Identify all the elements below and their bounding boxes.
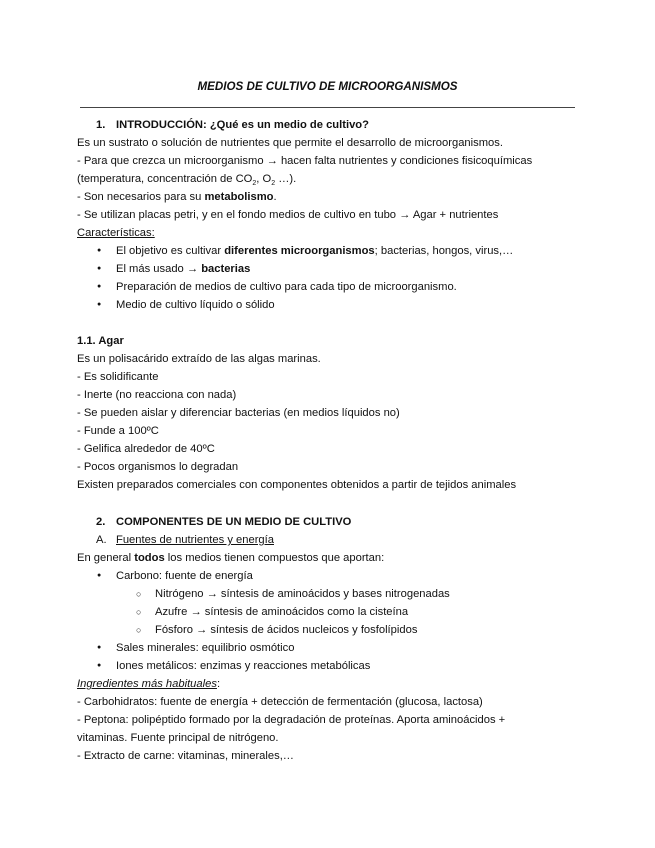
component-subitem: ○ Fósforo → síntesis de ácidos nucleicos y fosfolípidos xyxy=(155,622,417,638)
intro-definition: Es un sustrato o solución de nutrientes que permite el desarrollo de microorganismos. xyxy=(77,137,503,149)
section-1-1-heading: 1.1. Agar xyxy=(77,335,124,347)
characteristics-label: Características: xyxy=(77,227,155,239)
subsection-a-heading: A. Fuentes de nutrientes y energía xyxy=(96,534,274,546)
section-2-heading xyxy=(96,514,351,530)
characteristic-item: ● Preparación de medios de cultivo para cada tipo de microorganismo. xyxy=(116,279,457,295)
section-1-number: 1. xyxy=(96,119,106,131)
agar-line: - Pocos organismos lo degradan xyxy=(77,461,239,473)
component-item: ● Carbono: fuente de energía xyxy=(116,568,253,584)
ingredient-line: vitaminas. Fuente principal de nitrógeno. xyxy=(77,732,279,744)
component-subitem: ○ Nitrógeno → síntesis de aminoácidos y bases nitrogenadas xyxy=(155,586,450,602)
ingredient-line: - Carbohidratos: fuente de energía + detección de fermentación (glucosa, lactosa) xyxy=(77,696,483,708)
section-2-heading-text: COMPONENTES DE UN MEDIO DE CULTIVO xyxy=(116,516,352,528)
component-subitem: ○ Azufre → síntesis de aminoácidos como la cisteína xyxy=(155,604,408,620)
section-1-heading xyxy=(96,117,369,133)
section-1-heading-text: INTRODUCCIÓN: ¿Qué es un medio de cultivo? xyxy=(116,119,369,131)
agar-line: - Gelifica alrededor de 40ºC xyxy=(77,443,215,455)
component-item: ● Sales minerales: equilibrio osmótico xyxy=(116,640,294,656)
ingredient-line: - Extracto de carne: vitaminas, minerales,… xyxy=(77,750,294,762)
component-item: ● Iones metálicos: enzimas y reacciones metabólicas xyxy=(116,658,370,674)
agar-line: - Funde a 100ºC xyxy=(77,425,159,437)
characteristic-item: ● Medio de cultivo líquido o sólido xyxy=(116,297,275,313)
intro-growth-line-2: (temperatura, concentración de $CO_2$, $O_2$ …). xyxy=(77,173,297,188)
title-divider xyxy=(80,107,575,108)
ingredient-line: - Peptona: polipéptido formado por la degradación de proteínas. Aporta aminoácidos + xyxy=(77,714,506,726)
intro-petri: - Se utilizan placas petri, y en el fondo medios de cultivo en tubo → Agar + nutrientes xyxy=(77,209,499,221)
characteristic-item: ● El más usado → bacterias xyxy=(116,261,250,277)
section-2-number: 2. xyxy=(96,516,106,528)
intro-growth-line-1: - Para que crezca un microorganismo → hacen falta nutrientes y condiciones fisicoquímicas xyxy=(77,155,533,167)
agar-line: - Es solidificante xyxy=(77,371,159,383)
components-intro: En general todos los medios tienen compuestos que aportan: xyxy=(77,552,385,564)
intro-metabolism: - Son necesarios para su metabolismo. xyxy=(77,191,277,203)
ingredients-label: Ingredientes más habituales: xyxy=(77,678,221,690)
characteristic-item: ● El objetivo es cultivar diferentes microorganismos; bacterias, hongos, virus,… xyxy=(116,243,513,259)
agar-line: - Se pueden aislar y diferenciar bacterias (en medios líquidos no) xyxy=(77,407,400,419)
document-title: MEDIOS DE CULTIVO DE MICROORGANISMOS xyxy=(197,80,458,93)
agar-line: Es un polisacárido extraído de las algas marinas. xyxy=(77,353,321,365)
agar-line: Existen preparados comerciales con componentes obtenidos a partir de tejidos animales xyxy=(77,479,517,491)
agar-line: - Inerte (no reacciona con nada) xyxy=(77,389,237,401)
